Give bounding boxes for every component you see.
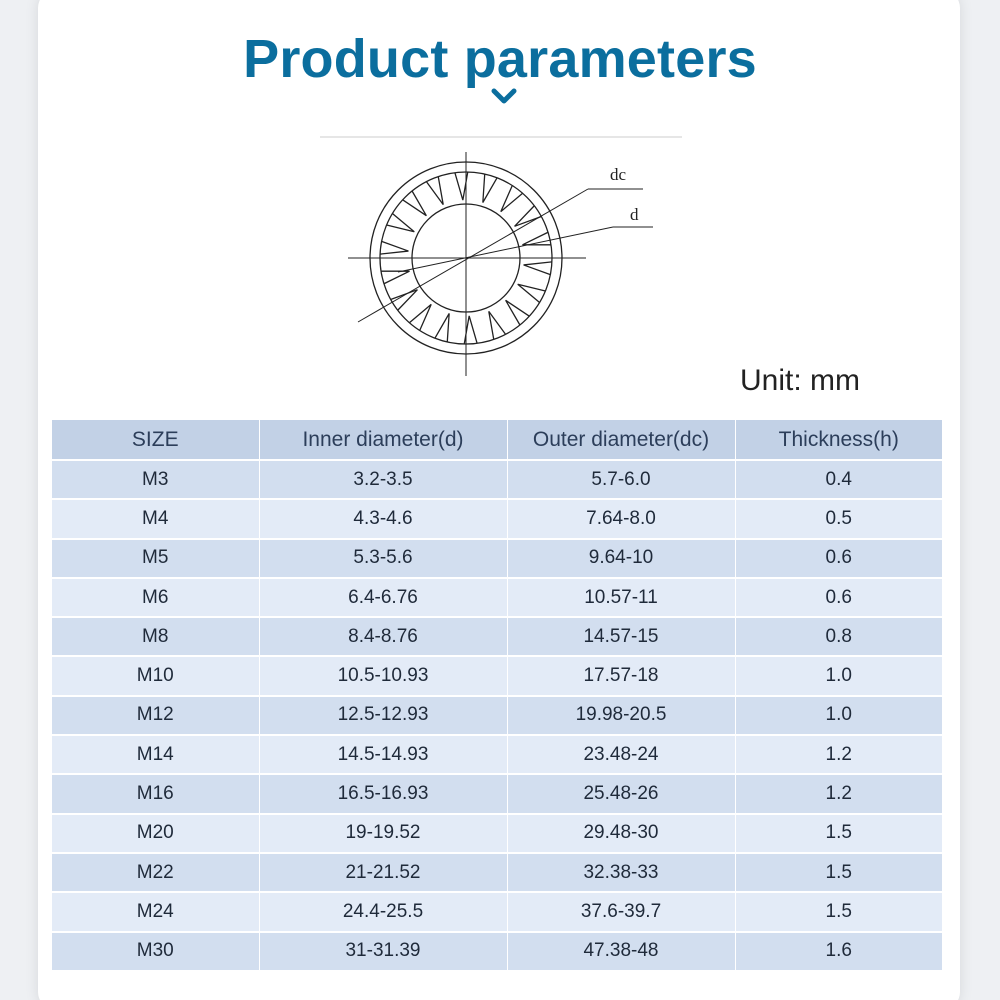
lock-washer-diagram — [318, 132, 688, 382]
page-title: Product parameters — [243, 29, 757, 89]
table-row — [52, 814, 942, 853]
thickness-cell: 0.6 — [735, 539, 942, 578]
outer-diameter-cell: 17.57-18 — [507, 656, 735, 695]
size-cell: M3 — [52, 460, 259, 499]
size-cell: M8 — [52, 617, 259, 656]
outer-diameter-cell: 23.48-24 — [507, 735, 735, 774]
size-cell: M5 — [52, 539, 259, 578]
inner-diameter-cell: 31-31.39 — [259, 932, 507, 971]
inner-diameter-cell: 6.4-6.76 — [259, 578, 507, 617]
size-cell: M24 — [52, 892, 259, 931]
size-cell: M10 — [52, 656, 259, 695]
table-row — [52, 656, 942, 695]
inner-diameter-cell: 21-21.52 — [259, 853, 507, 892]
size-cell: M4 — [52, 499, 259, 538]
washer-tooth — [483, 174, 497, 202]
size-cell: M12 — [52, 696, 259, 735]
washer-tooth — [524, 262, 552, 275]
outer-diameter-cell: 25.48-26 — [507, 774, 735, 813]
inner-diameter-cell: 14.5-14.93 — [259, 735, 507, 774]
washer-tooth — [380, 241, 408, 254]
size-cell: M16 — [52, 774, 259, 813]
size-cell: M14 — [52, 735, 259, 774]
header-inner-diameter: Inner diameter(d) — [259, 420, 507, 460]
thickness-cell: 1.2 — [735, 735, 942, 774]
table-row — [52, 735, 942, 774]
outer-diameter-cell: 19.98-20.5 — [507, 696, 735, 735]
washer-tooth — [506, 300, 530, 325]
washer-tooth — [501, 186, 523, 212]
inner-diameter-cell: 19-19.52 — [259, 814, 507, 853]
thickness-cell: 1.5 — [735, 853, 942, 892]
header-size: SIZE — [52, 420, 259, 460]
inner-diameter-cell: 12.5-12.93 — [259, 696, 507, 735]
table-row — [52, 853, 942, 892]
washer-tooth — [381, 271, 409, 284]
washer-tooth — [435, 314, 449, 342]
outer-diameter-cell: 37.6-39.7 — [507, 892, 735, 931]
thickness-cell: 1.0 — [735, 696, 942, 735]
table-row — [52, 499, 942, 538]
outer-diameter-cell: 9.64-10 — [507, 539, 735, 578]
d-label: d — [630, 205, 639, 224]
chevron-down-icon — [490, 84, 518, 108]
table-row — [52, 932, 942, 971]
size-cell: M20 — [52, 814, 259, 853]
dc-label: dc — [610, 165, 627, 184]
outer-diameter-cell: 47.38-48 — [507, 932, 735, 971]
table-row — [52, 617, 942, 656]
table-row — [52, 696, 942, 735]
washer-tooth — [409, 304, 431, 330]
thickness-cell: 1.0 — [735, 656, 942, 695]
table-header-row — [52, 420, 942, 460]
size-cell: M30 — [52, 932, 259, 971]
thickness-cell: 1.6 — [735, 932, 942, 971]
outer-diameter-cell: 32.38-33 — [507, 853, 735, 892]
thickness-cell: 1.5 — [735, 814, 942, 853]
thickness-cell: 1.2 — [735, 774, 942, 813]
thickness-cell: 0.6 — [735, 578, 942, 617]
unit-label: Unit: mm — [740, 364, 860, 397]
inner-diameter-cell: 24.4-25.5 — [259, 892, 507, 931]
inner-diameter-cell: 3.2-3.5 — [259, 460, 507, 499]
parameters-table — [52, 420, 942, 972]
table-row — [52, 774, 942, 813]
thickness-cell: 1.5 — [735, 892, 942, 931]
thickness-cell: 0.8 — [735, 617, 942, 656]
table-row — [52, 460, 942, 499]
washer-tooth — [403, 191, 427, 216]
header-outer-diameter: Outer diameter(dc) — [507, 420, 735, 460]
outer-diameter-cell: 14.57-15 — [507, 617, 735, 656]
header-thickness: Thickness(h) — [735, 420, 942, 460]
inner-diameter-cell: 4.3-4.6 — [259, 499, 507, 538]
outer-diameter-cell: 5.7-6.0 — [507, 460, 735, 499]
outer-diameter-cell: 7.64-8.0 — [507, 499, 735, 538]
inner-diameter-cell: 5.3-5.6 — [259, 539, 507, 578]
outer-diameter-cell: 10.57-11 — [507, 578, 735, 617]
outer-diameter-cell: 29.48-30 — [507, 814, 735, 853]
size-cell: M22 — [52, 853, 259, 892]
inner-diameter-cell: 10.5-10.93 — [259, 656, 507, 695]
thickness-cell: 0.5 — [735, 499, 942, 538]
table-row — [52, 539, 942, 578]
table-row — [52, 578, 942, 617]
size-cell: M6 — [52, 578, 259, 617]
inner-diameter-cell: 8.4-8.76 — [259, 617, 507, 656]
thickness-cell: 0.4 — [735, 460, 942, 499]
inner-diameter-cell: 16.5-16.93 — [259, 774, 507, 813]
table-row — [52, 892, 942, 931]
